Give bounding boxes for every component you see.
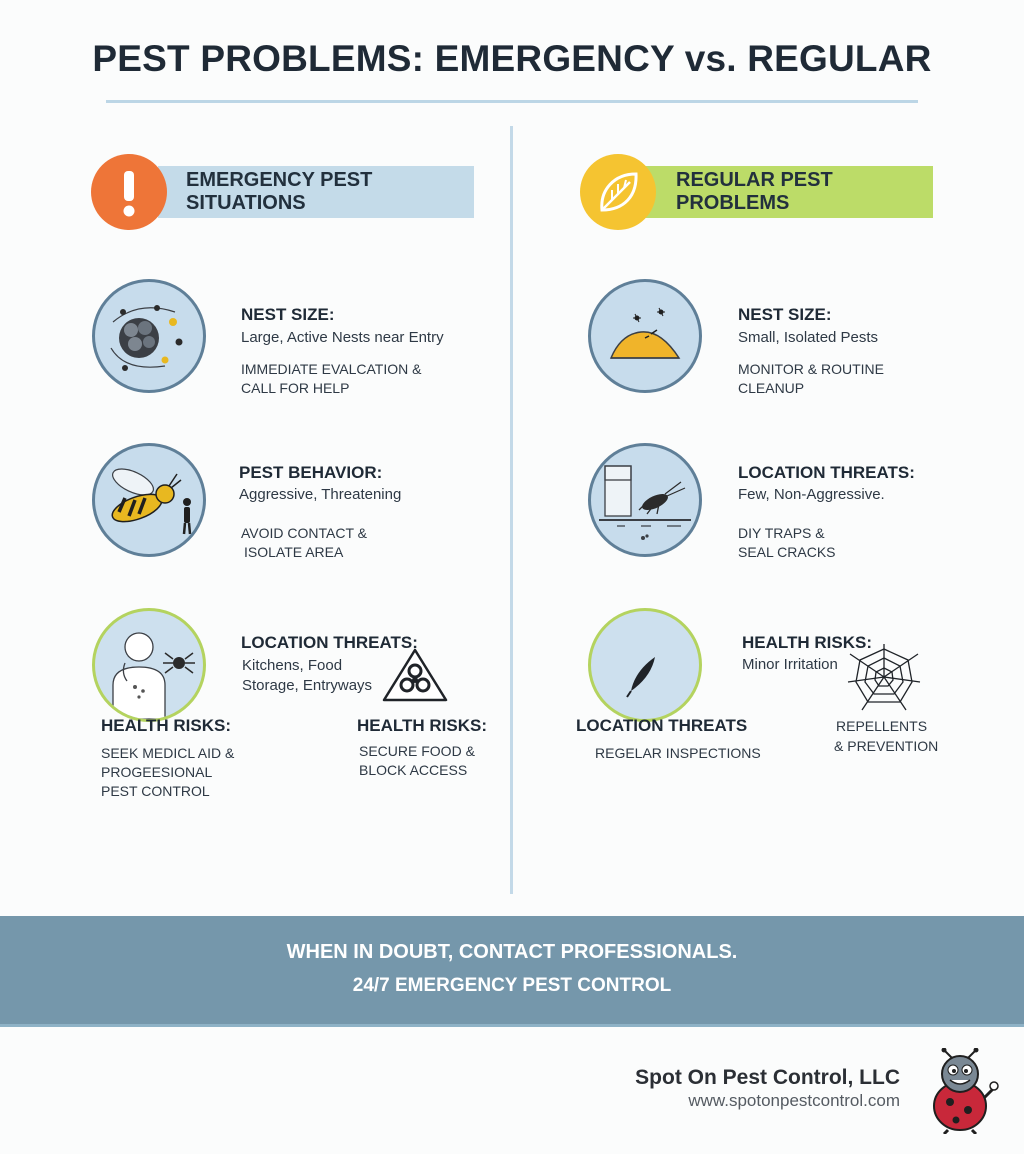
regular-location-action-2: SEAL CRACKS: [738, 544, 836, 560]
regular-loc-threats-label: LOCATION THREATS: [576, 716, 748, 735]
emergency-behavior-action-2: ISOLATE AREA: [244, 544, 344, 560]
emergency-header-bar: [158, 166, 474, 218]
biohazard-icon: [381, 647, 449, 703]
wasp-nest-icon: [92, 279, 206, 393]
emergency-health-right-2: BLOCK ACCESS: [359, 762, 468, 778]
emergency-nest-action-2: CALL FOR HELP: [241, 380, 350, 396]
emergency-header-label: EMERGENCY PEST SITUATIONS: [186, 169, 373, 214]
emergency-location-label: LOCATION THREATS:: [241, 633, 418, 652]
emergency-health-left-2: PROGEESIONAL: [101, 764, 213, 780]
regular-repellents-1: REPELLENTS: [836, 718, 928, 734]
leaf-icon: [580, 154, 656, 230]
emergency-behavior-action-1: AVOID CONTACT &: [241, 525, 368, 541]
ladybug-mascot-icon: [922, 1048, 1000, 1134]
emergency-health-left-3: PEST CONTROL: [101, 783, 210, 799]
regular-nest-label: NEST SIZE:: [738, 305, 832, 324]
footer-line-2: 24/7 EMERGENCY PEST CONTROL: [352, 975, 672, 996]
emergency-location-desc-1: Kitchens, Food: [242, 657, 343, 674]
title-divider: [106, 100, 918, 103]
regular-location-action-1: DIY TRAPS &: [738, 525, 825, 541]
company-website[interactable]: www.spotonpestcontrol.com: [688, 1091, 900, 1110]
emergency-nest-label: NEST SIZE:: [241, 305, 335, 324]
regular-nest-action-2: CLEANUP: [738, 380, 805, 396]
regular-health-label: HEALTH RISKS:: [742, 633, 873, 652]
emergency-health-left-label: HEALTH RISKS:: [101, 716, 232, 735]
emergency-health-left-1: SEEK MEDICL AID &: [101, 745, 235, 761]
emergency-behavior-label: PEST BEHAVIOR:: [239, 463, 383, 482]
emergency-health-right-label: HEALTH RISKS:: [357, 716, 488, 735]
spider-web-icon: [846, 642, 922, 712]
regular-loc-threats-1: REGELAR INSPECTIONS: [595, 745, 761, 761]
emergency-location-desc-2: Storage, Entryways: [242, 677, 373, 694]
regular-health-desc: Minor Irritation: [742, 656, 838, 673]
sick-person-spider-icon: [92, 608, 206, 722]
column-divider: [510, 126, 513, 894]
emergency-nest-desc: Large, Active Nests near Entry: [241, 329, 444, 346]
regular-location-label: LOCATION THREATS:: [738, 463, 915, 482]
emergency-behavior-desc: Aggressive, Threatening: [239, 486, 402, 503]
exclamation-icon: [91, 154, 167, 230]
regular-nest-desc: Small, Isolated Pests: [738, 329, 879, 346]
feather-icon: [588, 608, 702, 722]
regular-header-label: REGULAR PEST PROBLEMS: [676, 169, 833, 214]
kitchen-cockroach-icon: [588, 443, 702, 557]
wasp-icon: [92, 443, 206, 557]
regular-repellents-2: & PREVENTION: [834, 738, 939, 754]
emergency-nest-action-1: IMMEDIATE EVALCATION &: [241, 361, 422, 377]
footer-line-1: WHEN IN DOUBT, CONTACT PROFESSIONALS.: [286, 941, 738, 963]
regular-location-desc: Few, Non-Aggressive.: [738, 486, 885, 503]
regular-nest-action-1: MONITOR & ROUTINE: [738, 361, 884, 377]
regular-header-bar: [632, 166, 933, 218]
ant-hill-icon: [588, 279, 702, 393]
company-name: Spot On Pest Control, LLC: [635, 1066, 900, 1089]
page-title: PEST PROBLEMS: EMERGENCY vs. REGULAR: [92, 38, 932, 79]
footer-band: [0, 916, 1024, 1027]
emergency-health-right-1: SECURE FOOD &: [359, 743, 475, 759]
